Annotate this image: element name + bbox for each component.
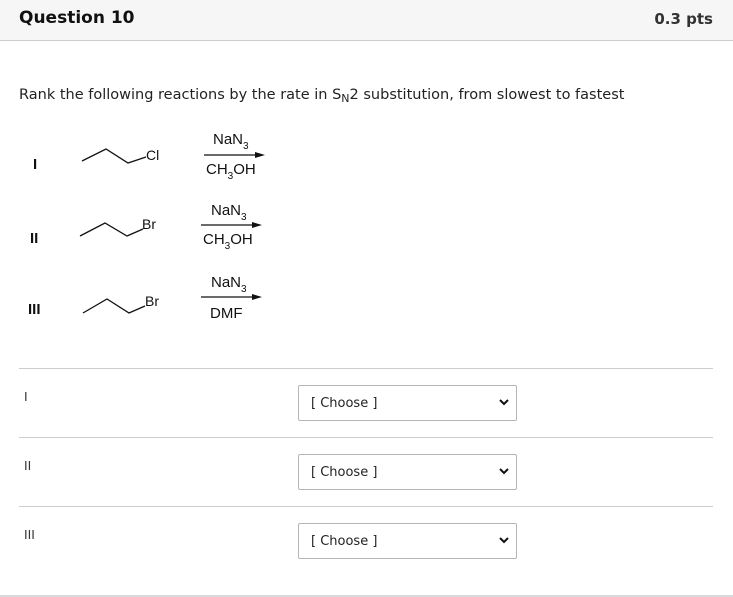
- prompt-text-end: 2 substitution, from slowest to fastest: [349, 87, 625, 103]
- reaction-2-leaving-group: Br: [142, 216, 156, 232]
- reaction-3-skeleton: [83, 299, 145, 313]
- answer-row-1-label: I: [24, 389, 28, 404]
- reaction-2: [30, 202, 262, 252]
- reaction-3-reagent-bottom: DMF: [210, 305, 243, 322]
- answer-divider: [19, 506, 713, 507]
- answer-row-2-select-value: [ Choose ]: [311, 465, 378, 480]
- reaction-3-number: III: [28, 301, 41, 318]
- reaction-3-leaving-group: Br: [145, 293, 159, 309]
- reaction-2-reagent-bottom: $CH_3OH$: [203, 231, 253, 252]
- answer-row-3-label: III: [24, 527, 35, 542]
- reaction-1-reagent-top: NaN$_3$: [213, 131, 249, 152]
- reaction-3-reagent-top: NaN$_3$: [211, 274, 247, 295]
- answer-row-3-select[interactable]: [298, 523, 517, 559]
- answer-row-3-select-value: [ Choose ]: [311, 534, 378, 549]
- answer-row-1-select[interactable]: [298, 385, 517, 421]
- reaction-3: [28, 274, 262, 322]
- reaction-2-number: II: [30, 230, 39, 247]
- reaction-1: [33, 131, 265, 182]
- reaction-1-leaving-group: Cl: [146, 147, 160, 163]
- answer-row-1-select-value: [ Choose ]: [311, 396, 378, 411]
- reaction-2-arrow-head: [252, 222, 262, 228]
- reaction-1-reagent-bottom: $CH_3OH$: [206, 161, 256, 182]
- reaction-1-arrow-head: [255, 152, 265, 158]
- question-points: 0.3 pts: [654, 10, 713, 28]
- reaction-3-arrow-head: [252, 294, 262, 300]
- prompt-subscript: N: [341, 92, 350, 105]
- answer-row-2-select[interactable]: [298, 454, 517, 490]
- chevron-down-icon: [498, 464, 510, 478]
- answer-divider: [19, 368, 713, 369]
- chevron-down-icon: [498, 533, 510, 547]
- answer-row-2-label: II: [24, 458, 32, 473]
- reaction-1-skeleton: [82, 149, 146, 163]
- reaction-2-skeleton: [80, 223, 143, 236]
- prompt-text-start: Rank the following reactions by the rate in S: [19, 87, 342, 103]
- reaction-1-number: I: [33, 156, 38, 173]
- answer-divider: [19, 437, 713, 438]
- reaction-2-reagent-top: NaN$_3$: [211, 202, 247, 223]
- chevron-down-icon: [498, 395, 510, 409]
- question-title: Question 10: [19, 8, 135, 28]
